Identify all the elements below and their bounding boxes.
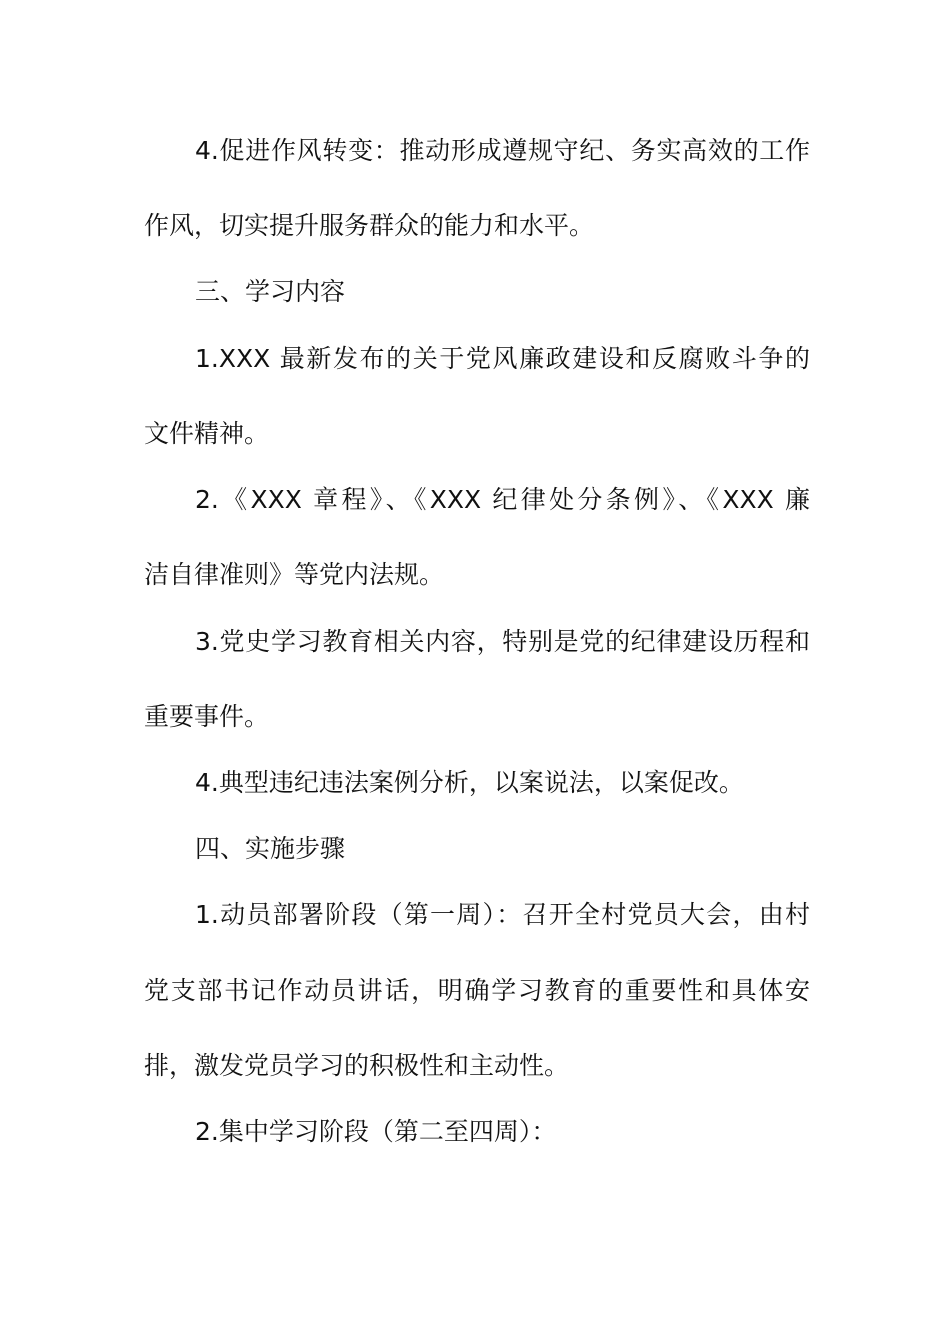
paragraph-line: 洁自律准则》等党内法规。 bbox=[144, 560, 445, 589]
paragraph-line: 2.《XXX 章程》、《XXX 纪律处分条例》、《XXX 廉 bbox=[195, 485, 810, 514]
paragraph-line: 1.动员部署阶段（第一周）：召开全村党员大会，由村 bbox=[195, 900, 810, 929]
paragraph-line: 党支部书记作动员讲话，明确学习教育的重要性和具体安 bbox=[144, 976, 810, 1005]
paragraph-line: 4.促进作风转变：推动形成遵规守纪、务实高效的工作 bbox=[195, 136, 810, 165]
paragraph-line: 重要事件。 bbox=[144, 702, 270, 731]
paragraph-line: 3.党史学习教育相关内容，特别是党的纪律建设历程和 bbox=[195, 627, 810, 656]
paragraph-line: 文件精神。 bbox=[144, 419, 270, 448]
paragraph-line: 1.XXX 最新发布的关于党风廉政建设和反腐败斗争的 bbox=[195, 344, 810, 373]
paragraph-line: 作风，切实提升服务群众的能力和水平。 bbox=[144, 211, 595, 240]
paragraph-line: 2.集中学习阶段（第二至四周）： bbox=[195, 1117, 557, 1146]
paragraph-line: 4.典型违纪违法案例分析，以案说法，以案促改。 bbox=[195, 768, 744, 797]
paragraph-line: 排，激发党员学习的积极性和主动性。 bbox=[144, 1051, 570, 1080]
section-heading: 四、实施步骤 bbox=[195, 834, 346, 863]
section-heading: 三、学习内容 bbox=[195, 277, 346, 306]
